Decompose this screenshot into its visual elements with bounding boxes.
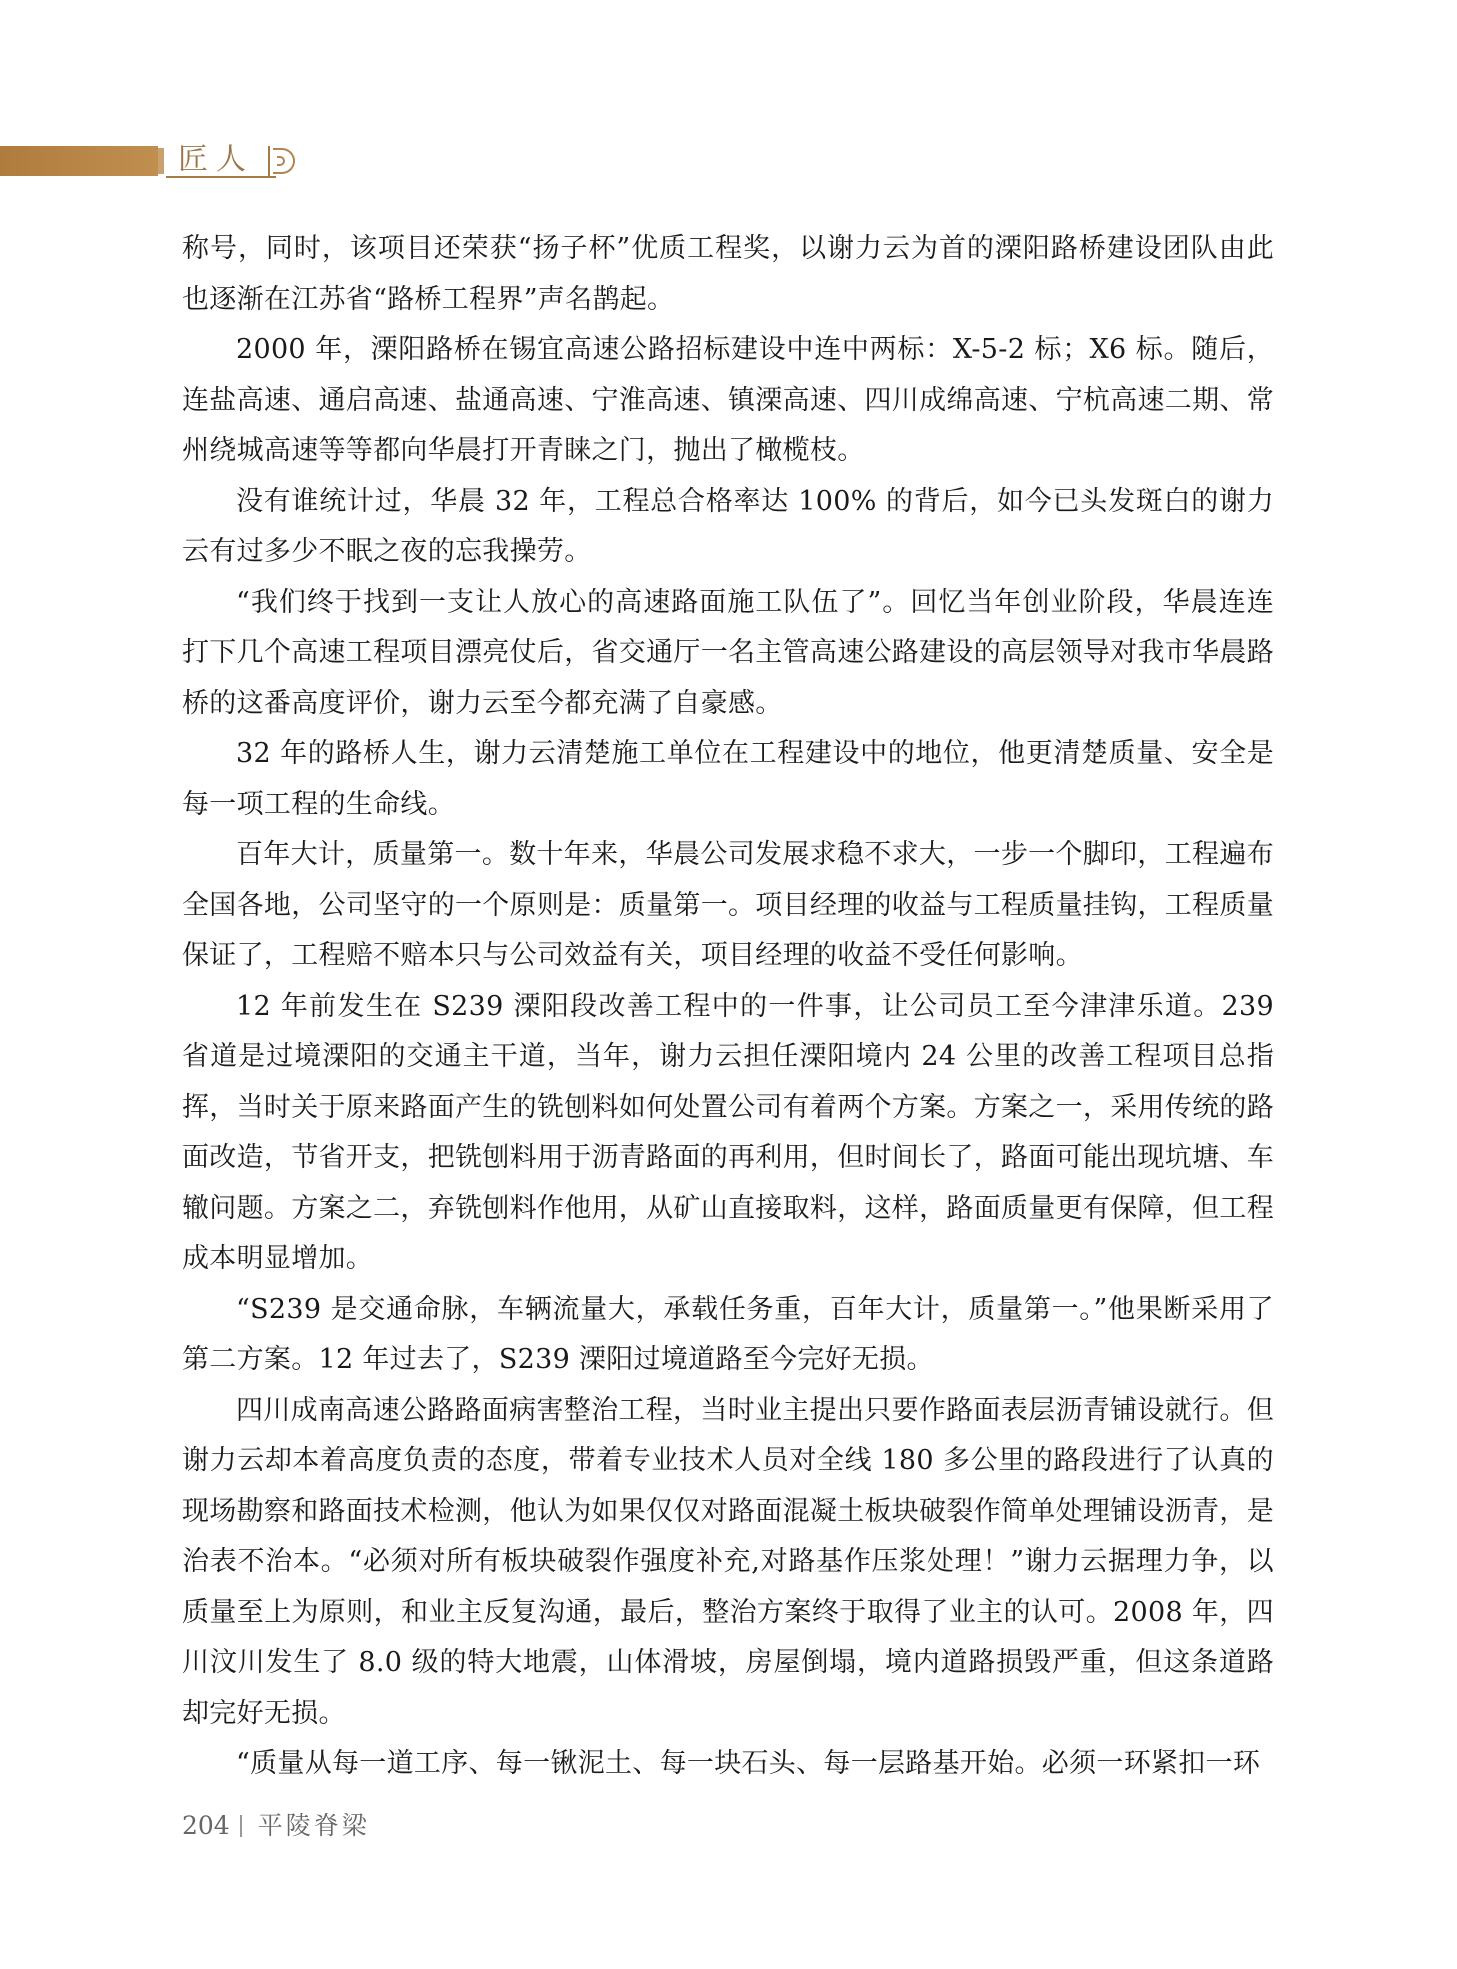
header-color-band: [0, 146, 158, 176]
paragraph: “质量从每一道工序、每一锹泥土、每一块石头、每一层路基开始。必须一环紧扣一环: [236, 1748, 1261, 1779]
page-number: 204: [182, 1811, 230, 1840]
paragraph: 四川成南高速公路路面病害整治工程，当时业主提出只要作路面表层沥青铺设就行。但谢力云却本着高度负责的态度，带着专业技术人员对全线 180 多公里的路段进行了认真的现场勘察和路面技术检测，他认为如果仅仅对路面混凝土板块破裂作简单处理铺设沥青，是治表不治本。“必须对所有板块破裂作强度补充,对路基作压浆处理！”谢力云据理力争，以质量至上为原则，和业主反复沟通，最后，整治方案终于取得了业主的认可。2008 年，四川汶川发生了 8.0 级的特大地震，山体滑坡，房屋倒塌，境内道路损毁严重，但这条道路却完好无损。: [182, 1394, 1274, 1729]
article-body: [182, 224, 1274, 1790]
header-stripe: [158, 148, 164, 174]
paragraph: 12 年前发生在 S239 溧阳段改善工程中的一件事，让公司员工至今津津乐道。239 省道是过境溧阳的交通主干道，当年，谢力云担任溧阳境内 24 公里的改善工程项目总指挥，当时关于原来路面产生的铣刨料如何处置公司有着两个方案。方案之一，采用传统的路面改造，节省开支，把铣刨料用于沥青路面的再利用，但时间长了，路面可能出现坑塘、车辙问题。方案之二，弃铣刨料作他用，从矿山直接取料，这样，路面质量更有保障，但工程成本明显增加。: [182, 990, 1274, 1274]
header-divider: [268, 146, 270, 178]
header-ornament-icon: [273, 148, 295, 174]
paragraph: 百年大计，质量第一。数十年来，华晨公司发展求稳不求大，一步一个脚印，工程遍布全国各地，公司坚守的一个原则是：质量第一。项目经理的收益与工程质量挂钩，工程质量保证了，工程赔不赔本只与公司效益有关，项目经理的收益不受任何影响。: [182, 839, 1274, 971]
paragraph: 32 年的路桥人生，谢力云清楚施工单位在工程建设中的地位，他更清楚质量、安全是每一项工程的生命线。: [182, 738, 1274, 820]
paragraph: 2000 年，溧阳路桥在锡宜高速公路招标建设中连中两标：X-5-2 标；X6 标。随后，连盐高速、通启高速、盐通高速、宁淮高速、镇溧高速、四川成绵高速、宁杭高速二期、常州绕城高速等等都向华晨打开青睐之门，抛出了橄榄枝。: [182, 334, 1274, 466]
page-footer: [182, 1808, 370, 1844]
book-title: 平陵脊梁: [257, 1811, 370, 1840]
paragraph: “S239 是交通命脉，车辆流量大，承载任务重，百年大计，质量第一。”他果断采用了第二方案。12 年过去了，S239 溧阳过境道路至今完好无损。: [182, 1293, 1274, 1375]
footer-divider: [240, 1815, 242, 1837]
paragraph: “我们终于找到一支让人放心的高速路面施工队伍了”。回忆当年创业阶段，华晨连连打下几个高速工程项目漂亮仗后，省交通厅一名主管高速公路建设的高层领导对我市华晨路桥的这番高度评价，谢力云至今都充满了自豪感。: [182, 586, 1274, 719]
paragraph: 称号，同时，该项目还荣获“扬子杯”优质工程奖，以谢力云为首的溧阳路桥建设团队由此也逐渐在江苏省“路桥工程界”声名鹊起。: [182, 233, 1274, 315]
section-title: 匠人: [178, 142, 254, 177]
paragraph: 没有谁统计过，华晨 32 年，工程总合格率达 100% 的背后，如今已头发斑白的谢力云有过多少不眠之夜的忘我操劳。: [182, 485, 1274, 567]
